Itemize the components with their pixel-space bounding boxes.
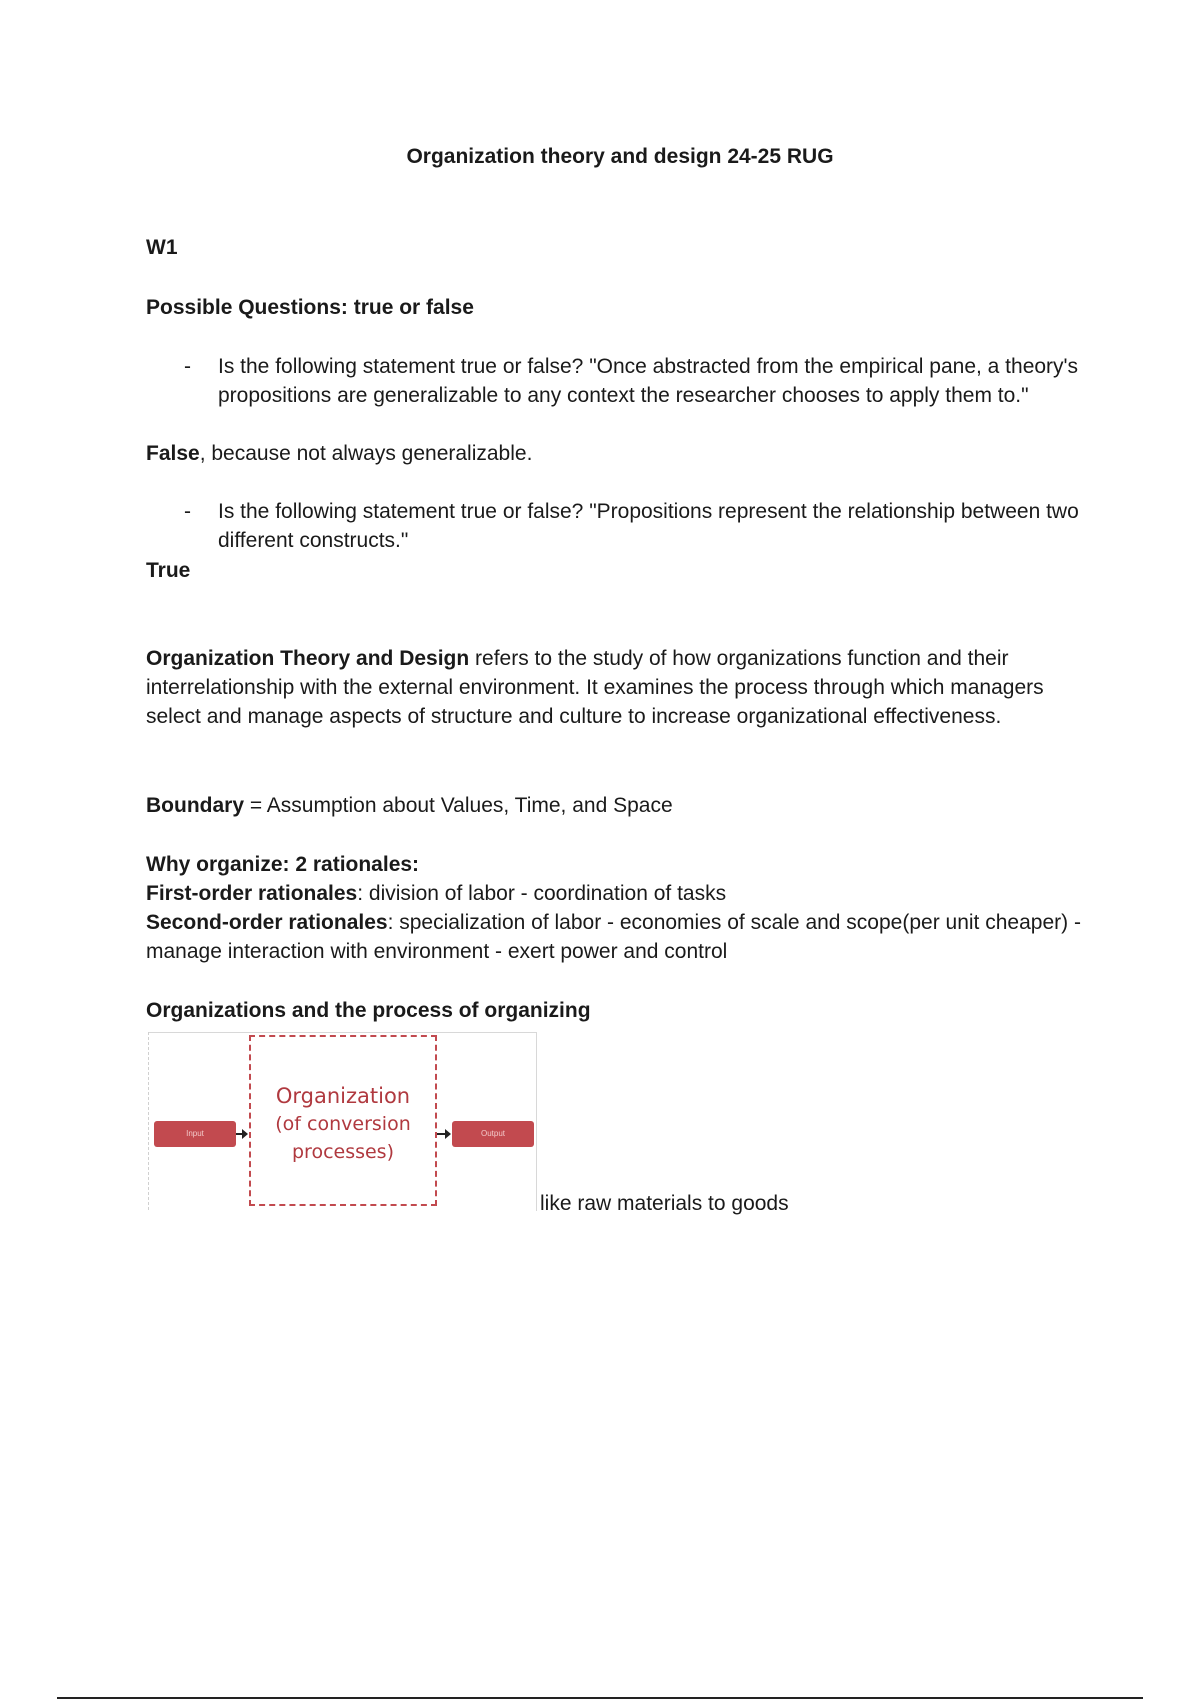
question-item	[146, 352, 1096, 410]
questions-heading: Possible Questions: true or false	[146, 296, 474, 319]
output-arrow	[437, 1133, 449, 1135]
output-box: Output	[452, 1121, 534, 1147]
question-text: Is the following statement true or false? "Once abstracted from the empirical pane, a theory's propositions are generalizable to any context the researcher chooses to apply them to."	[218, 355, 1079, 407]
question-item	[146, 497, 1096, 555]
diagram-frame-edge	[148, 1032, 150, 1210]
input-arrow	[236, 1133, 246, 1135]
boundary-term: Boundary	[146, 794, 245, 817]
bullet-dash: -	[184, 355, 191, 378]
second-order-line	[146, 908, 1096, 966]
process-heading: Organizations and the process of organizing	[146, 999, 591, 1022]
first-order-line	[146, 879, 1096, 908]
definition-term: Organization Theory and Design	[146, 647, 470, 670]
input-box: Input	[154, 1121, 236, 1147]
answer-line	[146, 556, 1096, 585]
organization-box-line2: processes)	[291, 1141, 394, 1163]
week-heading: W1	[146, 236, 178, 259]
organization-box	[249, 1035, 437, 1206]
organization-box-line1: (of conversion	[275, 1113, 411, 1135]
question-text: Is the following statement true or false? "Propositions represent the relationship between two different constructs."	[218, 500, 1079, 552]
organizing-process-diagram	[146, 1030, 538, 1212]
diagram-caption: like raw materials to goods	[540, 1192, 789, 1215]
organization-box-title: Organization	[275, 1084, 411, 1108]
boundary-line	[146, 791, 1096, 820]
answer-value: False	[146, 442, 200, 465]
first-order-text: : division of labor - coordination of tasks	[357, 882, 727, 905]
definition-text: refers to the study of how organizations function and their interrelationship with the external environment. It examines the process through which managers select and manage aspects of structure and culture to increase organizational effectiveness.	[146, 647, 1044, 728]
second-order-text: : specialization of labor - economies of scale and scope(per unit cheaper) - manage interaction with environment - exert power and control	[146, 911, 1081, 963]
definition-paragraph	[146, 644, 1096, 731]
bullet-dash: -	[184, 500, 191, 523]
answer-value: True	[146, 559, 191, 582]
footer-rule	[57, 1697, 1143, 1699]
boundary-text: = Assumption about Values, Time, and Space	[244, 794, 673, 817]
document-title: Organization theory and design 24-25 RUG	[406, 145, 834, 168]
first-order-term: First-order rationales	[146, 882, 358, 905]
why-heading: Why organize: 2 rationales:	[146, 853, 420, 876]
answer-line	[146, 439, 1096, 468]
answer-explanation: , because not always generalizable.	[199, 442, 533, 465]
second-order-term: Second-order rationales	[146, 911, 388, 934]
